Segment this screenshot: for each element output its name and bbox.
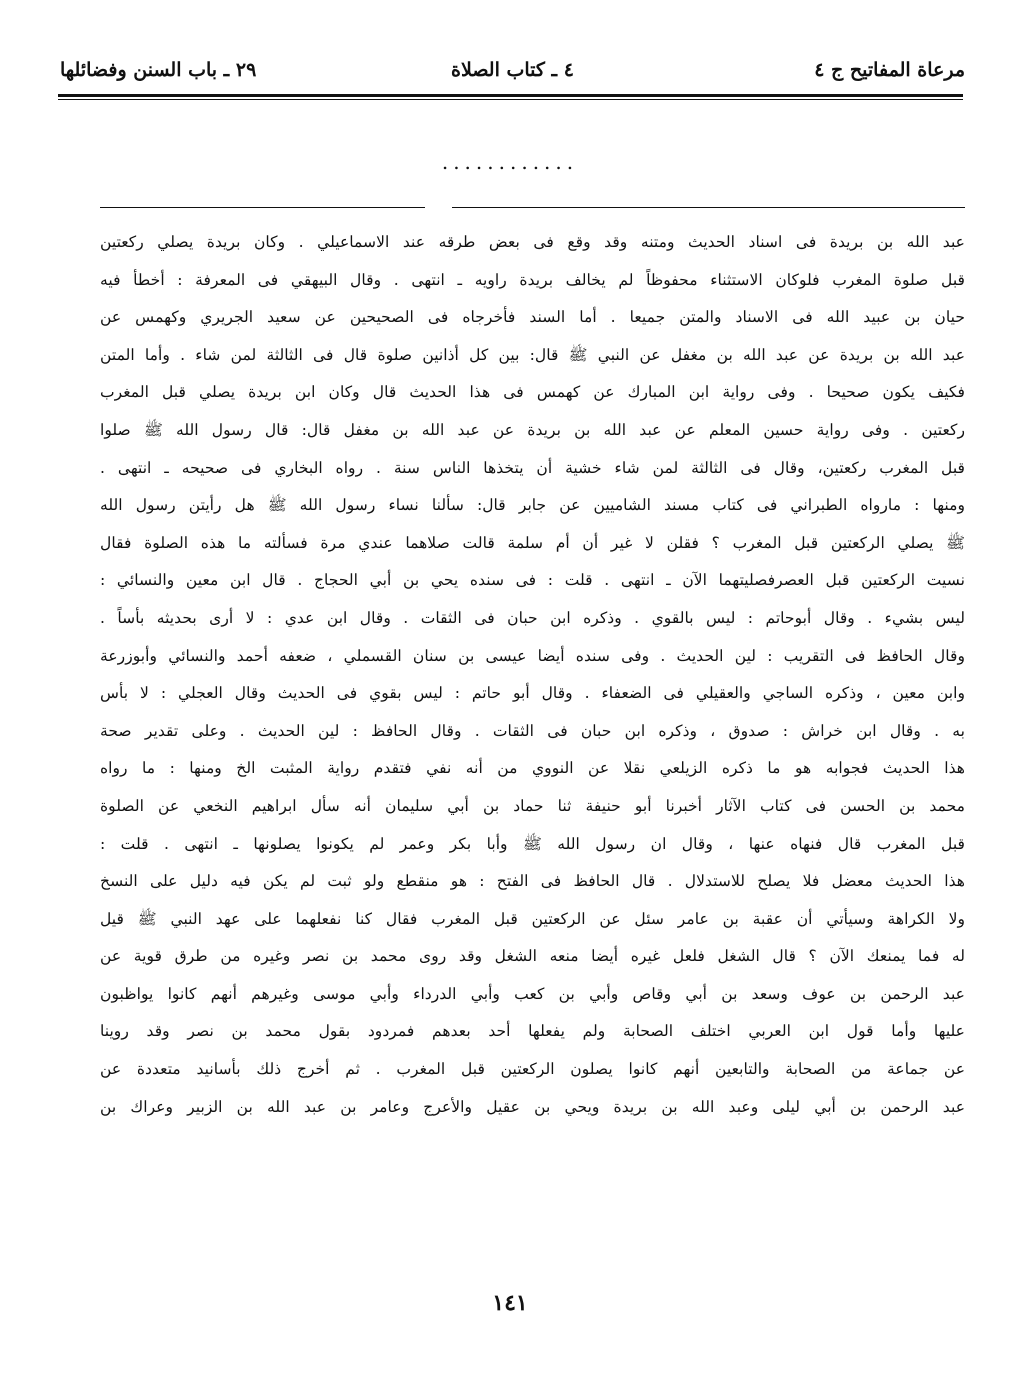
text-line: له فما يمنعك الآن ؟ قال الشغل فلعل غيره أيضا منعه الشغل وقد روى محمد بن نصر وغيره من طرق قوية عن bbox=[100, 947, 965, 966]
header-rule-thin bbox=[58, 99, 963, 100]
text-line: حيان بن عبيد الله فى الاسناد والمتن جميعا . أما السند فأخرجاه فى الصحيحين عن سعيد الجريري وكهمس عن bbox=[100, 308, 965, 327]
text-line: فكيف يكون صحيحا . وفى رواية ابن المبارك عن كهمس فى هذا الحديث قال وكان ابن بريدة يصلي قبل المغرب bbox=[100, 383, 965, 402]
footnote-rule-right bbox=[452, 207, 965, 208]
text-line: ليس بشيء . وقال أبوحاتم : ليس بالقوي . وذكره ابن حبان فى الثقات . وقال ابن عدي : لا أرى بحديثه بأساً . bbox=[100, 608, 965, 627]
header-rule-thick bbox=[58, 94, 963, 97]
text-line: به . وقال ابن خراش : صدوق ، وذكره ابن حبان فى الثقات . وقال الحافظ : لين الحديث . وعلى تقدير صحة bbox=[100, 721, 965, 740]
text-line: قبل المغرب قال فنهاه عنها ، وقال ان رسول الله ﷺ وأبا بكر وعمر لم يكونوا يصلونها ـ انتهى . قلت : bbox=[100, 834, 965, 853]
text-line: نسيت الركعتين قبل العصرفصليتهما الآن ـ انتهى . قلت : فى سنده يحي بن أبي الحجاج . قال ابن معين والنسائي : bbox=[100, 571, 965, 590]
text-line: عن جماعة من الصحابة والتابعين أنهم كانوا يصلون الركعتين قبل المغرب . ثم أخرج ذلك بأسانيد متعددة عن bbox=[100, 1060, 965, 1079]
page-number: ١٤١ bbox=[492, 1290, 528, 1316]
text-line: وقال الحافظ فى التقريب : لين الحديث . وفى سنده أيضا عيسى بن سنان القسملي ، ضعفه أحمد والنسائي وأبوزرعة bbox=[100, 646, 965, 665]
text-line: قبل المغرب ركعتين، وقال فى الثالثة لمن شاء خشية أن يتخذها الناس سنة . رواه البخاري فى صحيحه ـ انتهى . bbox=[100, 458, 965, 477]
book-section: ٤ ـ كتاب الصلاة bbox=[451, 59, 574, 81]
text-line: هذا الحديث فجوابه هو ما ذكره الزيلعي نقلا عن النووي من أنه نفي فتقدم رواية المثبت الخ ومنها : ما رواه bbox=[100, 759, 965, 778]
text-line: عليها وأما قول ابن العربي اختلف الصحابة ولم يفعلها أحد بعدهم فمردود بقول محمد بن نصر وقد روينا bbox=[100, 1022, 965, 1041]
text-line: عبد الرحمن بن أبي ليلى وعبد الله بن بريدة ويحي بن عقيل والأعرج وعامر بن عبد الله بن الزبير وعراك بن bbox=[100, 1097, 965, 1116]
text-line: ولا الكراهة وسيأتي أن عقبة بن عامر سئل عن الركعتين قبل المغرب فقال كنا نفعلهما على عهد النبي ﷺ قيل bbox=[100, 909, 965, 928]
text-line: عبد الله بن بريدة عن عبد الله بن مغفل عن النبي ﷺ قال: بين كل أذانين صلوة قال فى الثالثة لمن شاء . وأما المتن bbox=[100, 345, 965, 364]
text-line: وابن معين ، وذكره الساجي والعقيلي فى الضعفاء . وقال أبو حاتم : ليس بقوي فى الحديث وقال العجلي : لا بأس bbox=[100, 684, 965, 703]
text-line: ركعتين . وفى رواية حسين المعلم عن عبد الله بن بريدة عن عبد الله بن مغفل قال: قال رسول الله ﷺ صلوا bbox=[100, 420, 965, 439]
text-line: عبد الرحمن بن عوف وسعد بن أبي وقاص وأبي بن كعب وأبي الدرداء وأبي موسى وغيرهم أنهم كانوا يواظبون bbox=[100, 984, 965, 1003]
text-line: عبد الله بن بريدة فى اسناد الحديث ومتنه وقد وقع فى بعض طرقه عند الاسماعيلي . وكان بريدة يصلي ركعتين bbox=[100, 233, 965, 251]
commentary-text bbox=[100, 224, 965, 1126]
text-line: هذا الحديث معضل فلا يصلح للاستدلال . قال الحافظ فى الفتح : هو منقطع ولو ثبت لم يكن فيه دليل على النسخ bbox=[100, 872, 965, 891]
text-line: ومنها : مارواه الطبراني فى كتاب مسند الشاميين عن جابر قال: سألنا نساء رسول الله ﷺ هل رأيتن رسول الله bbox=[100, 496, 965, 515]
chapter-title: ٢٩ ـ باب السنن وفضائلها bbox=[60, 59, 257, 81]
text-line: محمد بن الحسن فى كتاب الآثار أخبرنا أبو حنيفة ثنا حماد بن أبي سليمان أنه سأل ابراهيم النخعي عن الصلوة bbox=[100, 796, 965, 815]
text-line: قبل صلوة المغرب فلوكان الاستثناء محفوظاً لم يخالف بريدة راويه ـ انتهى . وقال البيهقي فى المعرفة : أخطأ فيه bbox=[100, 270, 965, 289]
running-header bbox=[60, 55, 965, 95]
footnote-rule-left bbox=[100, 207, 425, 208]
book-title: مرعاة المفاتيح ج ٤ bbox=[814, 59, 965, 81]
text-line: ﷺ يصلي الركعتين قبل المغرب ؟ فقلن لا غير أن أم سلمة قالت صلاهما عندي مرة فسألته ما هذه الصلوة فقال bbox=[100, 533, 965, 552]
section-separator: ............ bbox=[441, 150, 579, 174]
